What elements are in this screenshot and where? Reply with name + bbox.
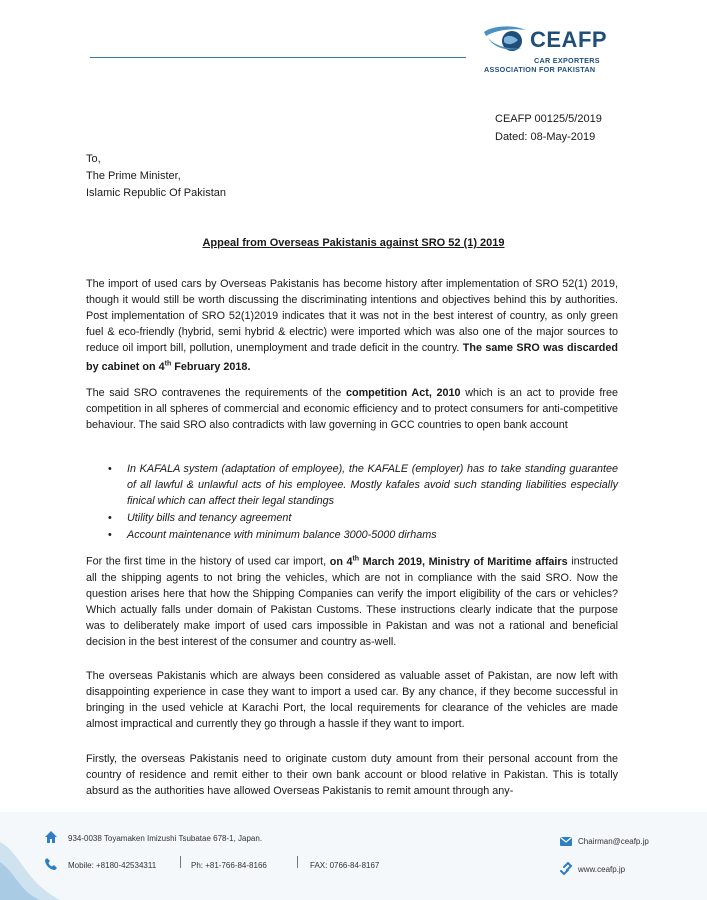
paragraph-3: For the first time in the history of used car import, on 4th March 2019, Ministry of Maritime affairs instructed all the shipping agents to not bring the vehicles, which are not in compliance with the said SRO. Now the question arises here that how the Shipping Companies can verify the import eligibility of the cars or vehicles? Which actually falls under domain of Pakistan Customs. These instructions clearly indicate that the purpose was to deliberately make import of used cars impossible in Pakistan and was not a rational and beneficial decision in the best interest of the consumer and country as-well. — [86, 555, 618, 648]
phone-icon — [44, 857, 58, 871]
footer-email[interactable]: Chairman@ceafp.jp — [578, 837, 649, 846]
footer-address: 934-0038 Toyamaken Imizushi Tsubatae 678-1, Japan. — [68, 834, 263, 843]
email-icon — [559, 834, 573, 848]
footer-website[interactable]: www.ceafp.jp — [578, 865, 626, 874]
logo-name: CEAFP — [530, 27, 608, 52]
requirements-list — [108, 461, 618, 544]
header-rule — [90, 57, 466, 58]
footer-separator — [180, 856, 181, 868]
addressee-block — [86, 151, 226, 202]
web-link-icon — [559, 862, 573, 876]
logo-subtitle-line1: CAR EXPORTERS — [534, 56, 600, 65]
bold-text: The same SRO was discarded by cabinet on 4th February 2018. — [86, 342, 618, 373]
addressee-line: Islamic Republic Of Pakistan — [86, 187, 226, 199]
bold-text: on 4th March 2019, Ministry of Maritime affairs — [329, 555, 568, 568]
footer-mobile: Mobile: +8180-42534311 — [68, 861, 157, 870]
list-item: • Utility bills and tenancy agreement — [108, 510, 618, 526]
paragraph-1 — [86, 276, 618, 375]
reference-block — [495, 110, 602, 146]
globe-logo-icon — [482, 24, 528, 54]
addressee-line: To, — [86, 153, 101, 165]
list-item: • In KAFALA system (adaptation of employee), the KAFALE (employer) has to take standing guarantee of all lawful & unlawful acts of his employee. Mostly kafales avoid such standing liabilities especially finical which can affect their legal standings — [108, 461, 618, 509]
logo-subtitle-line2: ASSOCIATION FOR PAKISTAN — [484, 65, 596, 74]
list-item: • Account maintenance with minimum balance 3000-5000 dirhams — [108, 527, 618, 543]
bold-text: competition Act, 2010 — [345, 387, 461, 399]
footer-phone: Ph: +81-766-84-8166 — [191, 861, 267, 870]
paragraph-5: Firstly, the overseas Pakistanis need to originate custom duty amount from their personal account from the country of residence and remit either to their own bank account or blood relative in Pakistan. This is totally absurd as the authorities have allowed Overseas Pakistanis to remit amount through any- — [86, 753, 618, 797]
reference-date: Dated: 08-May-2019 — [495, 131, 596, 143]
footer-separator — [297, 856, 298, 868]
footer-fax: FAX: 0766-84-8167 — [310, 861, 380, 870]
letter-subject: Appeal from Overseas Pakistanis against SRO 52 (1) 2019 — [202, 237, 505, 249]
footer-wave-decoration — [0, 812, 707, 900]
paragraph-2: The said SRO contravenes the requirements of the competition Act, 2010 which is an act to provide free competition in all spheres of commercial and economic efficiency and to protect consumers for anti-competitive behaviour. The said SRO also contradicts with law governing in GCC countries to open bank account — [86, 387, 619, 431]
paragraph-4: The overseas Pakistanis which are always been considered as valuable asset of Pakistan, are now left with disappointing experience in case they want to import a used car. By any chance, if they become successful in bringing in the used vehicle at Karachi Port, the local requirements for clearance of the vehicles are made almost impractical and currently they go through a hassle if they want to import. — [86, 670, 618, 730]
ceafp-logo — [482, 24, 612, 84]
home-icon — [44, 830, 58, 844]
reference-number: CEAFP 00125/5/2019 — [495, 113, 602, 125]
paragraph-text: The import of used cars by Overseas Pakistanis has become history after implementation of SRO 52(1) 2019, though it would still be worth discussing the discriminating intentions and objectives behind this by authorities. Post implementation of SRO 52(1)2019 indicates that it was not in the best interest of country, as only green fuel & eco-friendly (hybrid, semi hybrid & electric) were imported which was also one of the major sources to reduce oil import bill, pollution, unemployment and trade deficit in the country. — [86, 278, 618, 354]
addressee-line: The Prime Minister, — [86, 170, 181, 182]
